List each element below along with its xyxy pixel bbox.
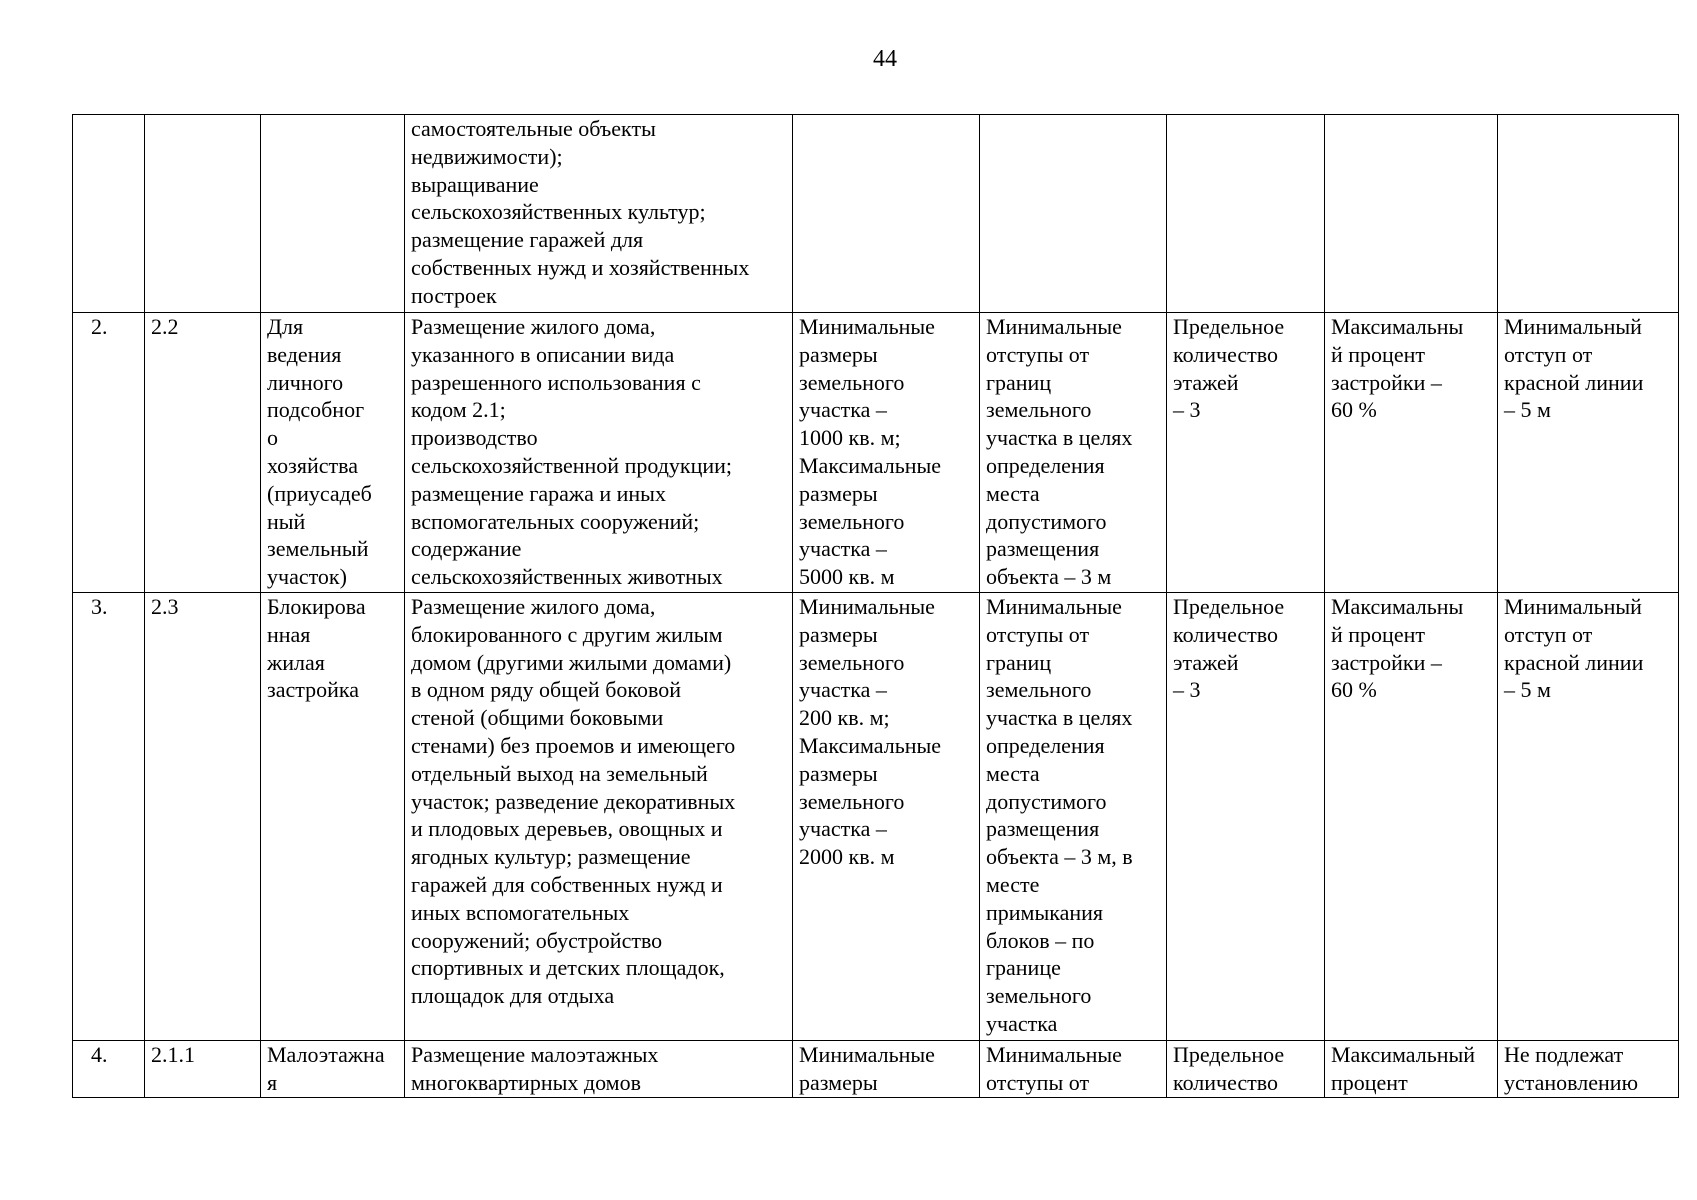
red-line-cell: Не подлежат установлению [1498, 1041, 1679, 1098]
floors-cell: Предельное количество этажей – 3 [1167, 313, 1325, 593]
use-description-cell: самостоятельные объекты недвижимости); выращивание сельскохозяйственных культур; размещение гаражей для собственных нужд и хозяйственных построек [405, 115, 793, 313]
setbacks-cell: Минимальные отступы от границ земельного участка в целях определения места допустимого размещения объекта – 3 м [980, 313, 1167, 593]
use-description-cell: Размещение жилого дома, указанного в описании вида разрешенного использования с кодом 2.1; производство сельскохозяйственной продукции; размещение гаража и иных вспомогательных сооружений; содержание сельскохозяйственных животных [405, 313, 793, 593]
use-name-cell [261, 115, 405, 313]
row-number-cell: 3. [73, 593, 145, 1041]
setbacks-cell [980, 115, 1167, 313]
row-number-cell: 4. [73, 1041, 145, 1098]
floors-cell: Предельное количество этажей – 3 [1167, 593, 1325, 1041]
use-code-cell [145, 115, 261, 313]
table-row [73, 593, 1679, 1041]
coverage-cell: Максимальный процент [1325, 1041, 1498, 1098]
coverage-cell: Максимальны й процент застройки – 60 % [1325, 313, 1498, 593]
page-number: 44 [873, 46, 897, 72]
use-code-cell: 2.3 [145, 593, 261, 1041]
plot-size-cell: Минимальные размеры [793, 1041, 980, 1098]
row-number-cell: 2. [73, 313, 145, 593]
use-code-cell: 2.1.1 [145, 1041, 261, 1098]
floors-cell: Предельное количество [1167, 1041, 1325, 1098]
use-code-cell: 2.2 [145, 313, 261, 593]
land-use-table [72, 114, 1679, 1098]
plot-size-cell: Минимальные размеры земельного участка – 200 кв. м; Максимальные размеры земельного участка – 2000 кв. м [793, 593, 980, 1041]
plot-size-cell: Минимальные размеры земельного участка – 1000 кв. м; Максимальные размеры земельного участка – 5000 кв. м [793, 313, 980, 593]
coverage-cell: Максимальны й процент застройки – 60 % [1325, 593, 1498, 1041]
red-line-cell: Минимальный отступ от красной линии – 5 м [1498, 313, 1679, 593]
use-name-cell: Блокирова нная жилая застройка [261, 593, 405, 1041]
table-row [73, 313, 1679, 593]
floors-cell [1167, 115, 1325, 313]
coverage-cell [1325, 115, 1498, 313]
red-line-cell: Минимальный отступ от красной линии – 5 м [1498, 593, 1679, 1041]
use-name-cell: Для ведения личного подсобног о хозяйства (приусадеб ный земельный участок) [261, 313, 405, 593]
use-description-cell: Размещение малоэтажных многоквартирных домов [405, 1041, 793, 1098]
setbacks-cell: Минимальные отступы от [980, 1041, 1167, 1098]
row-number-cell [73, 115, 145, 313]
table-row [73, 1041, 1679, 1098]
use-name-cell: Малоэтажна я [261, 1041, 405, 1098]
setbacks-cell: Минимальные отступы от границ земельного участка в целях определения места допустимого размещения объекта – 3 м, в месте примыкания блоков – по границе земельного участка [980, 593, 1167, 1041]
plot-size-cell [793, 115, 980, 313]
red-line-cell [1498, 115, 1679, 313]
use-description-cell: Размещение жилого дома, блокированного с другим жилым домом (другими жилыми домами) в одном ряду общей боковой стеной (общими боковыми стенами) без проемов и имеющего отдельный выход на земельный участок; разведение декоративных и плодовых деревьев, овощных и ягодных культур; размещение гаражей для собственных нужд и иных вспомогательных сооружений; обустройство спортивных и детских площадок, площадок для отдыха [405, 593, 793, 1041]
table-row [73, 115, 1679, 313]
